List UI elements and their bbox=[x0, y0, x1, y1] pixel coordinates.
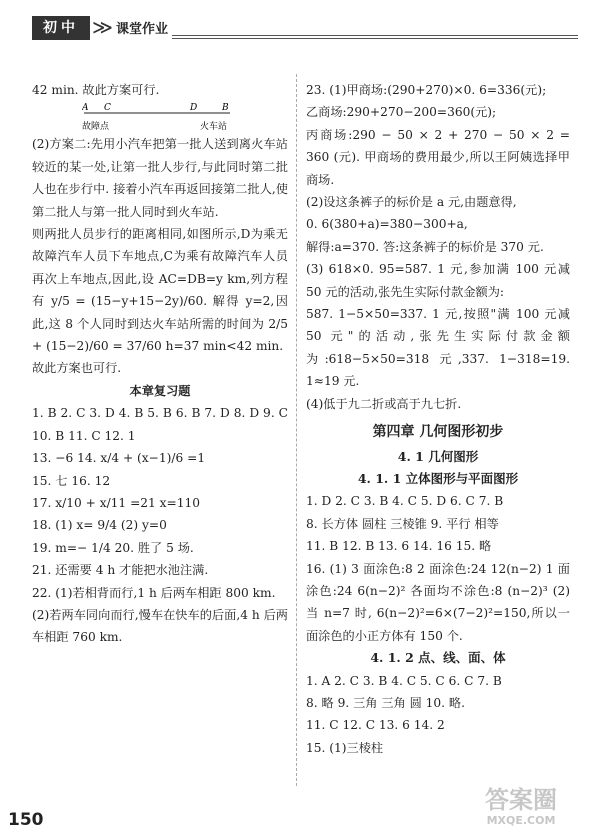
answer-line: 19. m=− 1/4 20. 胜了 5 场. bbox=[32, 540, 194, 555]
answer-line: 1. B 2. C 3. D 4. B 5. B 6. B 7. D 8. D 9. C 10. B 11. C 12. 1 bbox=[32, 406, 288, 443]
header-rule bbox=[172, 35, 578, 36]
answer-line: (2)若两车同向而行,慢车在快车的后面,4 h 后两车相距 760 km. bbox=[32, 607, 288, 645]
watermark-text: 答案圈 bbox=[485, 786, 557, 814]
label-fault-point: 故障点 bbox=[82, 122, 110, 133]
answer-line: 1. A 2. C 3. B 4. C 5. C 6. C 7. B bbox=[306, 673, 502, 688]
section-title-review: 本章复习题 bbox=[129, 383, 191, 398]
answer-paragraph: 16. (1) 3 面涂色:8 2 面涂色:24 12(n−2) 1 面涂色:24 6(n−2)² 各面均不涂色:8 (n−2)³ (2) 当 n=7 时, 6(n−2)²=6×(7−2)²=150,所以一面涂色的小正方体有 150 个. bbox=[306, 561, 570, 643]
answer-line: 22. (1)若相背而行,1 h 后两车相距 800 km. bbox=[32, 585, 276, 600]
segment-diagram bbox=[32, 101, 288, 133]
answer-line: 17. x/10 + x/11 =21 x=110 bbox=[32, 495, 201, 510]
page-number: 150 bbox=[8, 810, 44, 830]
answer-line: 11. C 12. C 13. 6 14. 2 bbox=[306, 718, 445, 733]
point-b: B bbox=[222, 103, 229, 114]
answer-line: 8. 略 9. 三角 三角 圆 10. 略. bbox=[306, 695, 465, 710]
label-train-station: 火车站 bbox=[200, 122, 228, 133]
answer-line: 15. (1)三棱柱 bbox=[306, 740, 384, 755]
chevron-icon: ≫ bbox=[92, 15, 113, 39]
answer-line: 故此方案也可行. bbox=[32, 361, 122, 376]
left-column bbox=[32, 79, 288, 649]
answer-line: 8. 长方体 圆柱 三棱锥 9. 平行 相等 bbox=[306, 516, 499, 531]
answer-line: 乙商场:290+270−200=360(元); bbox=[306, 105, 497, 120]
header-rule-double bbox=[172, 38, 578, 39]
answer-line: (4)低于九二折或高于九七折. bbox=[306, 396, 462, 411]
answer-line: 13. −6 14. x/4 + (x−1)/6 =1 bbox=[32, 451, 206, 466]
section-title: 4. 1 几何图形 bbox=[397, 448, 479, 464]
answer-paragraph: 587. 1−5×50=337. 1 元,按照"满 100 元减 50 元"的活动,张先生实际付款金额为:618−5×50=318 元,337. 1−318=19. 1≈19 元. bbox=[306, 307, 570, 389]
answer-paragraph: 则两批人员步行的距离相同,如图所示,D为乘无故障汽车人员下车地点,C为乘有故障汽车人员再次上车地点,因此,设 AC=DB=y km,列方程有 y/5 = (15−y+15−2y)/60. 解得 y=2,因此,这 8 个人同时到达火车站所需的时间为 2/5 + (15−2)/60 = 37/60 h=37 min<42 min. bbox=[32, 227, 288, 354]
watermark-url: MXQE.COM bbox=[486, 814, 556, 827]
column-divider bbox=[296, 74, 297, 786]
header-tag: 初中 bbox=[32, 16, 90, 40]
answer-line: 18. (1) x= 9/4 (2) y=0 bbox=[32, 518, 167, 533]
answer-line: 0. 6(380+a)=380−300+a, bbox=[306, 217, 468, 232]
answer-line: 21. 还需要 4 h 才能把水池注满. bbox=[32, 563, 209, 578]
answer-paragraph: 丙商场:290 − 50 × 2 + 270 − 50 × 2 = 360 (元). 甲商场的费用最少,所以王阿姨选择甲商场. bbox=[306, 127, 570, 187]
right-column bbox=[306, 79, 570, 759]
answer-paragraph: (2)方案二:先用小汽车把第一批人送到离火车站较近的某一处,让第一批人步行,与此同时第二批人也在步行中. 接着小汽车再返回接第二批人,使第二批人与第一批人同时到火车站. bbox=[32, 137, 288, 219]
answer-line: 42 min. 故此方案可行. bbox=[32, 83, 160, 97]
point-a: A bbox=[82, 103, 89, 114]
subsection-title: 4. 1. 2 点、线、面、体 bbox=[370, 650, 506, 666]
chapter-title: 第四章 几何图形初步 bbox=[372, 424, 504, 441]
point-c: C bbox=[104, 103, 111, 114]
answer-paragraph: (3) 618×0. 95=587. 1 元,参加满 100 元减 50 元的活动,张先生实际付款金额为: bbox=[306, 262, 570, 299]
answer-line: 23. (1)甲商场:(290+270)×0. 6=336(元); bbox=[306, 83, 547, 97]
answer-line: (2)设这条裤子的标价是 a 元,由题意得, bbox=[306, 195, 517, 210]
header-title: 课堂作业 bbox=[116, 22, 169, 37]
watermark-logo bbox=[456, 782, 586, 828]
page-header bbox=[22, 8, 578, 42]
answer-line: 15. 七 16. 12 bbox=[32, 473, 111, 488]
answer-line: 11. B 12. B 13. 6 14. 16 15. 略 bbox=[306, 539, 492, 554]
answer-line: 解得:a=370. 答:这条裤子的标价是 370 元. bbox=[306, 239, 544, 254]
point-d: D bbox=[190, 103, 198, 114]
subsection-title: 4. 1. 1 立体图形与平面图形 bbox=[357, 470, 519, 486]
answer-line: 1. D 2. C 3. B 4. C 5. D 6. C 7. B bbox=[306, 494, 504, 509]
